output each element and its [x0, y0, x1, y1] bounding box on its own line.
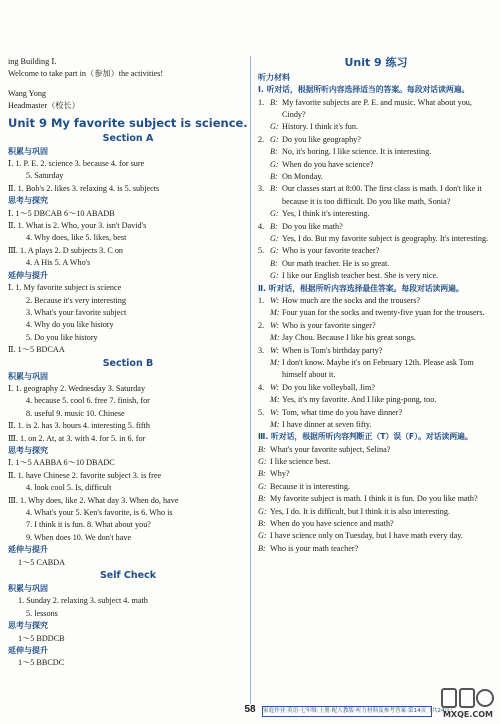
speaker-label: M:	[270, 308, 280, 318]
dialogue-line	[258, 146, 494, 158]
item-number	[258, 270, 270, 282]
item-number: 4.	[258, 221, 265, 231]
unit-9-title: Unit 9 My favorite subject is science.	[8, 115, 248, 130]
answer-line: Ⅰ. 1. P. E. 2. science 3. because 4. for sure	[8, 159, 145, 169]
speaker-label: B:	[258, 469, 266, 479]
dialogue-text: Who is your favorite teacher?	[282, 246, 380, 256]
speaker-label: W:	[270, 382, 280, 392]
dialogue-text: Yes, I do. But my favorite subject is geography. It's interesting.	[282, 234, 489, 244]
answer-line: 5. Do you like history	[26, 332, 98, 342]
speaker-label: B:	[258, 543, 266, 553]
section-b-answers	[8, 371, 248, 570]
dialogue-line	[258, 456, 494, 468]
speaker-label: G:	[270, 246, 279, 256]
speaker-label: M:	[270, 395, 280, 405]
speaker-label: B:	[270, 172, 278, 182]
item-number	[258, 146, 270, 158]
speaker-label: B:	[270, 147, 278, 157]
dialogue-line	[258, 270, 494, 282]
right-column	[258, 56, 494, 555]
speaker-label: G:	[258, 531, 267, 541]
dialogue-line	[258, 506, 494, 518]
watermark-text: MXQE.COM	[442, 710, 494, 719]
dialogue-line	[258, 258, 494, 270]
dialogue-line	[258, 245, 494, 257]
item-number: 5.	[258, 246, 265, 256]
left-column	[8, 56, 248, 670]
dialogue-text: I like our English teacher best. She is very nice.	[282, 271, 439, 281]
answer-line: Ⅲ. 1. A plays 2. D subjects 3. C on	[8, 245, 124, 255]
dialogue-line	[258, 518, 494, 530]
speaker-label: G:	[270, 234, 279, 244]
dialogue-text: What's your favorite subject, Selina?	[270, 444, 391, 454]
item-number	[258, 419, 270, 431]
dialogue-line	[258, 444, 494, 456]
item-number	[258, 394, 270, 406]
dialogue-line	[258, 382, 494, 394]
answer-line: 9. When does 10. We don't have	[26, 532, 132, 542]
dialogue-line	[258, 407, 494, 419]
answer-line: 1. Sunday 2. relaxing 3. subject 4. math	[18, 596, 148, 606]
dialogue-text: When is Tom's birthday party?	[282, 345, 383, 355]
answer-line: 5. lessons	[26, 608, 58, 618]
answer-line: 1～5 BDDCB	[18, 633, 65, 643]
dialogue-text: Four yuan for the socks and twenty-five yuan for the trousers.	[282, 308, 485, 318]
speaker-label: M:	[270, 333, 280, 343]
footer-caption: 家庭作业·英语·七年级·上册·配人教版·听力材料及参考答案·第14页（共24页）	[262, 706, 432, 717]
answer-line: 1～5 CABDA	[18, 557, 66, 567]
answer-line: 7. I think it is fun. 8. What about you?	[26, 520, 151, 530]
dialogue-line	[258, 543, 494, 555]
watermark-icon	[438, 686, 498, 712]
item-number: 1.	[258, 295, 265, 305]
item-number: 2.	[258, 134, 265, 144]
item-number: 1.	[258, 97, 265, 107]
dialogue-text: Yes, I think it's interesting.	[282, 209, 370, 219]
dialogue-line	[258, 332, 494, 344]
self-check-title: Self Check	[99, 570, 157, 582]
item-number	[258, 208, 270, 220]
dialogue-line	[258, 233, 494, 245]
item-number	[258, 121, 270, 133]
item-number: 3.	[258, 345, 265, 355]
dialogue-text: Because it is interesting.	[270, 481, 351, 491]
speaker-label: W:	[270, 407, 280, 417]
dialogue-line	[258, 530, 494, 542]
subsection-heading: 思考与探究	[8, 445, 48, 455]
speaker-label: B:	[258, 444, 266, 454]
dialogue-text: Tom, what time do you have dinner?	[282, 407, 403, 417]
column-divider	[250, 56, 251, 704]
speaker-label: G:	[270, 271, 279, 281]
dialogue-text: My favorite subject is math. I think it is fun. Do you like math?	[270, 494, 478, 504]
answer-line: 5. Saturday	[26, 171, 64, 181]
speaker-label: W:	[270, 345, 280, 355]
dialogue-line	[258, 208, 494, 220]
speaker-label: B:	[258, 494, 266, 504]
speaker-label: B:	[270, 184, 278, 194]
dialogue-line	[258, 345, 494, 357]
dialogue-text: Who is your favorite singer?	[282, 320, 376, 330]
speaker-label: W:	[270, 320, 280, 330]
answer-line: Ⅲ. 1. Why does, like 2. What day 3. When do, have	[8, 495, 179, 505]
dialogue-text: Why?	[270, 469, 290, 479]
answer-line: 4. Why do you like history	[26, 320, 114, 330]
listening-heading: 听力材料	[258, 73, 290, 82]
unit-9-practice-title: Unit 9 练习	[344, 56, 408, 69]
intro-line: Welcome to take part in（参加）the activities!	[8, 69, 164, 79]
self-check-answers	[8, 583, 248, 670]
item-number	[258, 159, 270, 171]
dialogue-line	[258, 493, 494, 505]
subsection-heading: 积累与巩固	[8, 371, 48, 381]
item-number	[258, 307, 270, 319]
speaker-label: B:	[258, 519, 266, 529]
dialogue-line	[258, 468, 494, 480]
dialogue-line	[258, 221, 494, 233]
item-number: 4.	[258, 382, 265, 392]
section-a-answers	[8, 146, 248, 357]
dialogue-line	[258, 357, 494, 382]
subsection-heading: 积累与巩固	[8, 146, 48, 156]
part-2-instruction: Ⅱ. 听对话，根据所听内容选择最佳答案。每段对话读两遍。	[258, 283, 464, 293]
dialogue-text: When do you have science?	[282, 159, 374, 169]
dialogue-text: Yes, it's my favorite. And I like ping-pong, too.	[282, 395, 437, 405]
dialogue-line	[258, 394, 494, 406]
answer-line: Ⅰ. 1～5 AABBA 6～10 DBADC	[8, 458, 115, 468]
subsection-heading: 积累与巩固	[8, 584, 48, 594]
answer-line: Ⅰ. 1～5 DBCAB 6～10 ABADB	[8, 208, 115, 218]
speaker-label: B:	[270, 221, 278, 231]
dialogue-text: Our math teacher. He is so great.	[282, 258, 390, 268]
dialogue-line	[258, 419, 494, 431]
dialogue-text: When do you have science and math?	[270, 519, 394, 529]
answer-line: 1～5 BBCDC	[18, 658, 65, 668]
dialogue-text: History. I think it's fun.	[282, 122, 358, 132]
part-1-dialogues	[258, 97, 494, 283]
dialogue-line	[258, 481, 494, 493]
subsection-heading: 延伸与提升	[8, 646, 48, 656]
intro-line: ing Building Ⅰ.	[8, 57, 57, 66]
section-b-title: Section B	[102, 357, 154, 369]
intro-signature-title: Headmaster（校长）	[8, 101, 80, 111]
dialogue-text: Do you like geography?	[282, 134, 361, 144]
speaker-label: G:	[270, 122, 279, 132]
item-number: 2.	[258, 320, 265, 330]
dialogue-text: I have dinner at seven fifty.	[282, 419, 372, 429]
dialogue-text: Do you like math?	[282, 221, 343, 231]
part-3-dialogue	[258, 444, 494, 556]
answer-line: 8. useful 9. music 10. Chinese	[26, 408, 125, 418]
dialogue-text: I don't know. Maybe it's on February 12th. Please ask Tom himself about it.	[282, 357, 474, 380]
speaker-label: B:	[270, 97, 278, 107]
subsection-heading: 思考与探究	[8, 621, 48, 631]
speaker-label: G:	[270, 134, 279, 144]
answer-line: Ⅱ. 1. is 2. has 3. hours 4. interesting 5. fifth	[8, 421, 151, 431]
subsection-heading: 思考与探究	[8, 196, 48, 206]
speaker-label: M:	[270, 357, 280, 367]
answer-line: Ⅰ. 1. My favorite subject is science	[8, 283, 122, 293]
dialogue-line	[258, 134, 494, 146]
speaker-label: G:	[270, 159, 279, 169]
intro-signature: Wang Yong	[8, 88, 47, 98]
answer-line: Ⅱ. 1. have Chinese 2. favorite subject 3. is free	[8, 470, 162, 480]
answer-line: 4. look cool 5. Is, difficult	[26, 483, 112, 493]
item-number	[258, 332, 270, 344]
subsection-heading: 延伸与提升	[8, 270, 48, 280]
answer-line: 4. Why does, like 5. likes, best	[26, 233, 127, 243]
speaker-label: M:	[270, 419, 280, 429]
section-a-title: Section A	[102, 132, 154, 144]
dialogue-text: I have science only on Tuesday, but I have math every day.	[270, 531, 463, 541]
dialogue-line	[258, 183, 494, 208]
part-2-dialogues	[258, 295, 494, 431]
speaker-label: G:	[258, 481, 267, 491]
dialogue-text: Do you like volleyball, Jim?	[282, 382, 376, 392]
speaker-label: G:	[258, 456, 267, 466]
answer-line: Ⅰ. 1. geography 2. Wednesday 3. Saturday	[8, 383, 146, 393]
answer-line: Ⅱ. 1～5 BDCAA	[8, 345, 65, 355]
dialogue-text: Yes, I do. It is difficult, but I think it is also interesting.	[270, 506, 451, 516]
item-number	[258, 258, 270, 270]
part-1-instruction: Ⅰ. 听对话，根据所听内容选择适当的答案。每段对话读两遍。	[258, 85, 470, 95]
item-number	[258, 357, 270, 382]
dialogue-text: How much are the socks and the trousers?	[282, 295, 421, 305]
dialogue-line	[258, 295, 494, 307]
dialogue-line	[258, 171, 494, 183]
item-number	[258, 171, 270, 183]
answer-line: 2. Because it's very interesting	[26, 295, 126, 305]
dialogue-line	[258, 307, 494, 319]
dialogue-line	[258, 121, 494, 133]
dialogue-text: No, it's boring. I like science. It is interesting.	[282, 147, 432, 157]
answer-line: Ⅱ. 1. Bob's 2. likes 3. relaxing 4. is 5. subjects	[8, 183, 160, 193]
answer-line: Ⅲ. 1. on 2. At, at 3. with 4. for 5. in 6. for	[8, 433, 146, 443]
speaker-label: G:	[258, 506, 267, 516]
page-number: 58	[244, 704, 256, 715]
part-3-instruction: Ⅲ. 听对话，根据所听内容判断正（T）误（F）。对话读两遍。	[258, 432, 473, 442]
dialogue-text: Our classes start at 8:00. The first class is math. I don't like it because it is too difficult. Do you like math, Sonia?	[282, 184, 482, 206]
answer-line: 3. What's your favorite subject	[26, 307, 127, 317]
subsection-heading: 延伸与提升	[8, 545, 48, 555]
dialogue-line	[258, 320, 494, 332]
answer-line: 4. What's your 5. Ken's favorite, is 6. Who is	[26, 508, 173, 517]
item-number	[258, 233, 270, 245]
intro-spacer	[8, 81, 248, 88]
answer-line: 4. because 5. cool 6. free 7. finish, for	[26, 396, 150, 406]
dialogue-line	[258, 97, 494, 122]
answer-line: 4. A His 5. A Who's	[26, 258, 91, 268]
speaker-label: B:	[270, 258, 278, 268]
dialogue-line	[258, 159, 494, 171]
intro-block	[8, 56, 248, 113]
dialogue-text: On Monday.	[282, 172, 323, 182]
watermark-logo	[438, 686, 498, 722]
item-number: 5.	[258, 407, 265, 417]
answer-line: Ⅱ. 1. What is 2. Who, your 3. isn't David's	[8, 221, 147, 231]
speaker-label: G:	[270, 209, 279, 219]
dialogue-text: My favorite subjects are P. E. and music. What about you, Cindy?	[282, 97, 472, 120]
dialogue-text: Jay Chou. Because I like his great songs.	[282, 333, 416, 343]
dialogue-text: I like science best.	[270, 456, 331, 466]
item-number: 3.	[258, 184, 265, 194]
speaker-label: W:	[270, 295, 280, 305]
dialogue-text: Who is your math teacher?	[270, 543, 359, 553]
